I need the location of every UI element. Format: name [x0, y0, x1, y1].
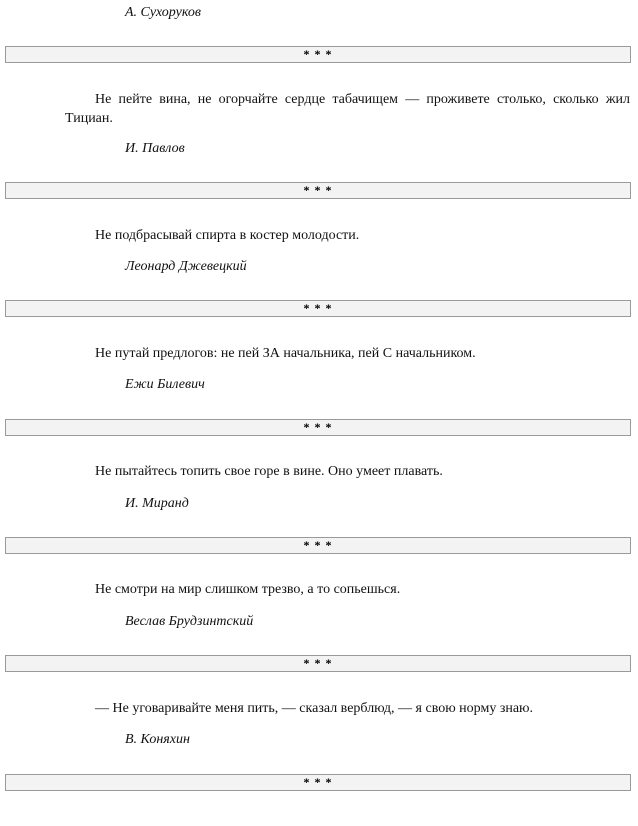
quote-text: — Не уговаривайте меня пить, — сказал верблюд, — я свою норму знаю.: [95, 701, 534, 716]
section-separator: * * *: [5, 182, 631, 199]
quote-text: Не подбрасывай спирта в костер молодости.: [95, 228, 360, 243]
quote-text: Не путай предлогов: не пей ЗА начальника, пей С начальником.: [95, 346, 476, 361]
section-separator: * * *: [5, 537, 631, 554]
quote-author: В. Коняхин: [125, 732, 190, 747]
quote-text: Не пытайтесь топить свое горе в вине. Оно умеет плавать.: [95, 464, 443, 479]
quote-author: Леонард Джевецкий: [125, 259, 247, 274]
section-separator: * * *: [5, 655, 631, 672]
quote-author: И. Миранд: [125, 496, 189, 511]
section-separator: * * *: [5, 300, 631, 317]
section-separator: * * *: [5, 46, 631, 63]
quote-author: И. Павлов: [125, 141, 185, 156]
quote-author: Веслав Брудзинтский: [125, 614, 254, 629]
section-separator: * * *: [5, 419, 631, 436]
quote-text: Не пейте вина, не огорчайте сердце табачищем — проживете столько, сколько жил Тициан.: [65, 92, 630, 126]
section-separator: * * *: [5, 774, 631, 791]
quote-author: Ежи Билевич: [125, 377, 205, 392]
author-attribution: А. Сухоруков: [125, 5, 201, 20]
quote-text: Не смотри на мир слишком трезво, а то сопьешься.: [95, 582, 401, 597]
